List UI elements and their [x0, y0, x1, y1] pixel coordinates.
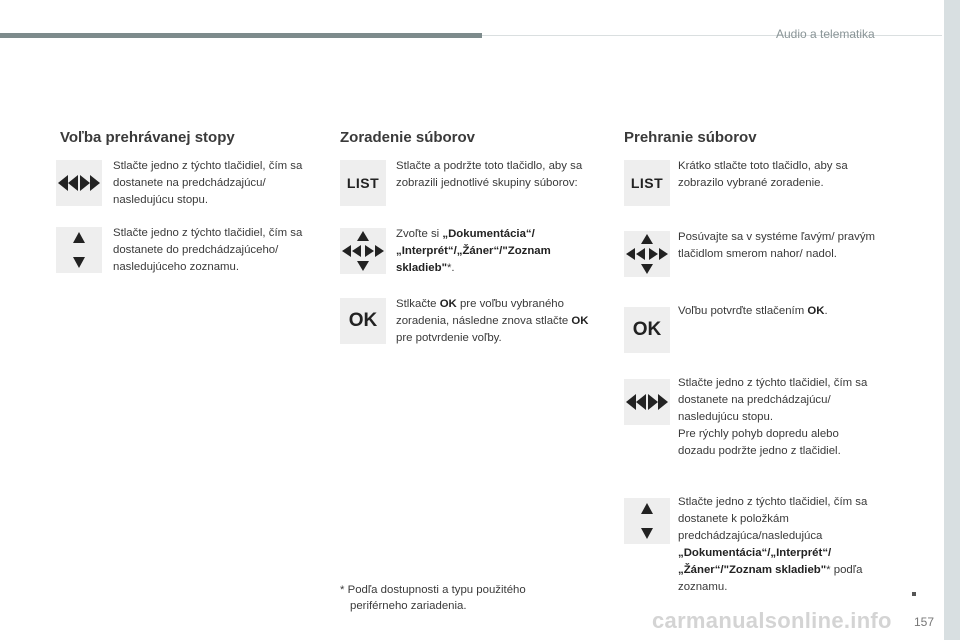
prev-next-icon-2 — [624, 379, 670, 425]
list-button-label: LIST — [346, 175, 380, 191]
heading-track-selection: Voľba prehrávanej stopy — [60, 129, 235, 146]
heading-play-files: Prehranie súborov — [624, 129, 757, 146]
page-number: 157 — [914, 615, 935, 629]
play-row-1-text: Krátko stlačte toto tlačidlo, aby sa zobrazilo vybrané zoradenie. — [678, 160, 848, 189]
ok-button-label-2: OK — [632, 319, 662, 340]
sort-row-1-text: Stlačte a podržte toto tlačidlo, aby sa zobrazili jednotlivé skupiny súborov: — [396, 160, 583, 189]
four-way-arrows-icon — [340, 228, 386, 274]
watermark: carmanualsonline.info — [652, 608, 892, 633]
play-row-4-text-1: Stlačte jedno z týchto tlačidiel, čím sa dostanete na predchádzajúcu/ nasledujúcu stopu. — [678, 377, 868, 423]
sort-row-2-text-b: *. — [447, 262, 455, 274]
play-row-5-text-bold: „Dokumentácia“/„Interprét“/ „Žáner“/"Zoznam skladieb" — [678, 547, 832, 576]
up-down-icon-2 — [624, 498, 670, 544]
play-row-3-text — [678, 303, 878, 320]
page-marker-dot — [912, 592, 916, 596]
sort-row-3-text — [396, 296, 596, 347]
list-button-icon-2 — [624, 160, 670, 206]
play-row-5-text-a: Stlačte jedno z týchto tlačidiel, čím sa dostanete k položkám predchádzajúca/nasledujúca — [678, 496, 868, 542]
ok-button-icon-2 — [624, 307, 670, 353]
ok-button-label: OK — [348, 310, 378, 331]
footnote — [340, 582, 526, 614]
track-row-1-text: Stlačte jedno z týchto tlačidiel, čím sa dostanete na predchádzajúcu/ nasledujúcu stopu. — [113, 160, 303, 206]
footnote-line-2: periférneho zariadenia. — [350, 600, 467, 612]
play-row-3-text-bold: OK — [807, 305, 825, 317]
footnote-line-1: * Podľa dostupnosti a typu použitého — [340, 584, 526, 596]
sort-row-2-text-a: Zvoľte si — [396, 228, 443, 240]
sort-row-2-text-bold: „Dokumentácia“/ „Interprét“/„Žáner“/"Zoznam skladieb" — [396, 228, 551, 274]
ok-button-icon — [340, 298, 386, 344]
heading-sort-files: Zoradenie súborov — [340, 129, 476, 146]
play-row-2-text: Posúvajte sa v systéme ľavým/ pravým tlačidlom smerom nahor/ nadol. — [678, 231, 876, 260]
sort-row-3-text-a: Stlkačte — [396, 298, 440, 310]
play-row-4-text — [678, 375, 878, 460]
four-way-arrows-icon-2 — [624, 231, 670, 277]
play-row-4-text-2: Pre rýchly pohyb dopredu alebo dozadu podržte jedno z tlačidiel. — [678, 428, 841, 457]
header-bar — [0, 33, 482, 38]
play-row-3-text-a: Voľbu potvrďte stlačením — [678, 305, 808, 317]
sort-row-2-text — [396, 226, 596, 277]
prev-next-icon — [56, 160, 102, 206]
up-down-icon — [56, 227, 102, 273]
side-strip — [944, 0, 960, 640]
sort-row-3-text-b: pre voľbu vybraného zoradenia, následne znova stlačte — [396, 298, 572, 327]
play-row-5-text — [678, 494, 888, 596]
sort-row-3-text-c: pre potvrdenie voľby. — [396, 332, 502, 344]
play-row-3-text-b: . — [824, 305, 828, 317]
sort-row-3-text-bold2: OK — [571, 315, 589, 327]
sort-row-3-text-bold: OK — [439, 298, 457, 310]
play-row-5-text-b: * podľa zoznamu. — [678, 564, 863, 593]
section-title: Audio a telematika — [776, 27, 875, 41]
list-button-label-2: LIST — [630, 175, 664, 191]
track-row-2-text: Stlačte jedno z týchto tlačidiel, čím sa dostanete do predchádzajúceho/ nasledujúceho zoznamu. — [113, 227, 303, 273]
list-button-icon — [340, 160, 386, 206]
